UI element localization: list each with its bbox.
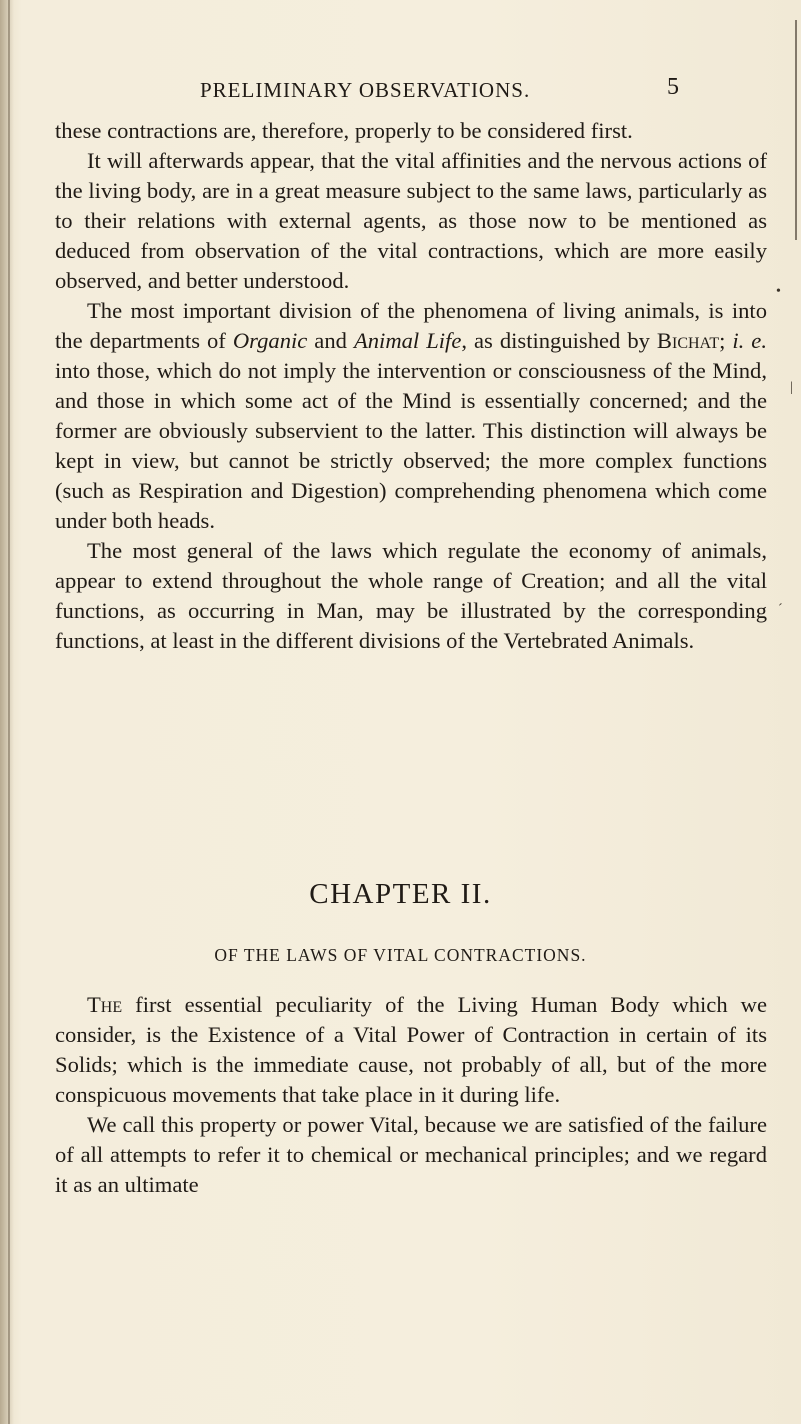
text-block-chapter [55,990,767,1200]
running-head: PRELIMINARY OBSERVATIONS. [200,78,531,102]
paragraph-vital-affinities: It will afterwards appear, that the vital affinities and the nervous actions of the living body, are in a great measure subject to the same laws, particularly as to their relations with external agents, as those now to be mentioned as deduced from observation of the vital contractions, which are more easily observed, and better understood. [55,148,767,293]
chapter-title: CHAPTER II. [309,878,492,910]
term-organic: Organic [232,328,308,353]
page-edge-mark [795,20,797,240]
paragraph-continuation: these contractions are, therefore, properly to be considered first. [55,118,633,143]
paragraph-general-laws: The most general of the laws which regulate the economy of animals, appear to extend throughout the whole range of Creation; and all the vital functions, as occurring in Man, may be illustrated by the corresponding functions, at least in the different divisions of the Vertebrated Animals. [55,538,767,653]
abbrev-ie: i. e. [732,328,767,353]
paragraph-vital-property: We call this property or power Vital, because we are satisfied of the failure of all attempts to refer it to chemical or mechanical principles; and we regard it as an ultimate [55,1112,767,1197]
gutter-shadow [0,0,14,1424]
paragraph-first-peculiarity: The first essential peculiarity of the Living Human Body which we consider, is the Existence of a Vital Power of Contraction in certain of its Solids; which is the immediate cause, not probably of all, but of the more conspicuous movements that take place in it during life. [55,992,767,1107]
paragraph-lead-word: The [87,992,123,1017]
stray-mark-top: • [776,284,781,299]
paragraph-organic-animal-life: The most important division of the phenomena of living animals, is into the departments of Organic and Animal Life, as distinguished by Bichat; i. e. into those, which do not imply the intervention or consciousness of the Mind, and those in which some act of the Mind is essentially concerned; and the former are obviously subservient to the latter. This distinction will always be kept in view, but cannot be strictly observed; the more complex functions (such as Respiration and Digestion) comprehending phenomena which come under both heads. [55,298,767,533]
gutter-line [8,0,10,1424]
term-animal-life: Animal Life [353,328,462,353]
stray-mark-mid: | [790,380,793,395]
stray-mark-lower: ´ [778,602,783,617]
text-block-preliminary [55,116,767,656]
name-bichat: Bichat [656,328,720,353]
chapter-subtitle: OF THE LAWS OF VITAL CONTRACTIONS. [214,945,587,965]
page-number: 5 [667,74,679,100]
